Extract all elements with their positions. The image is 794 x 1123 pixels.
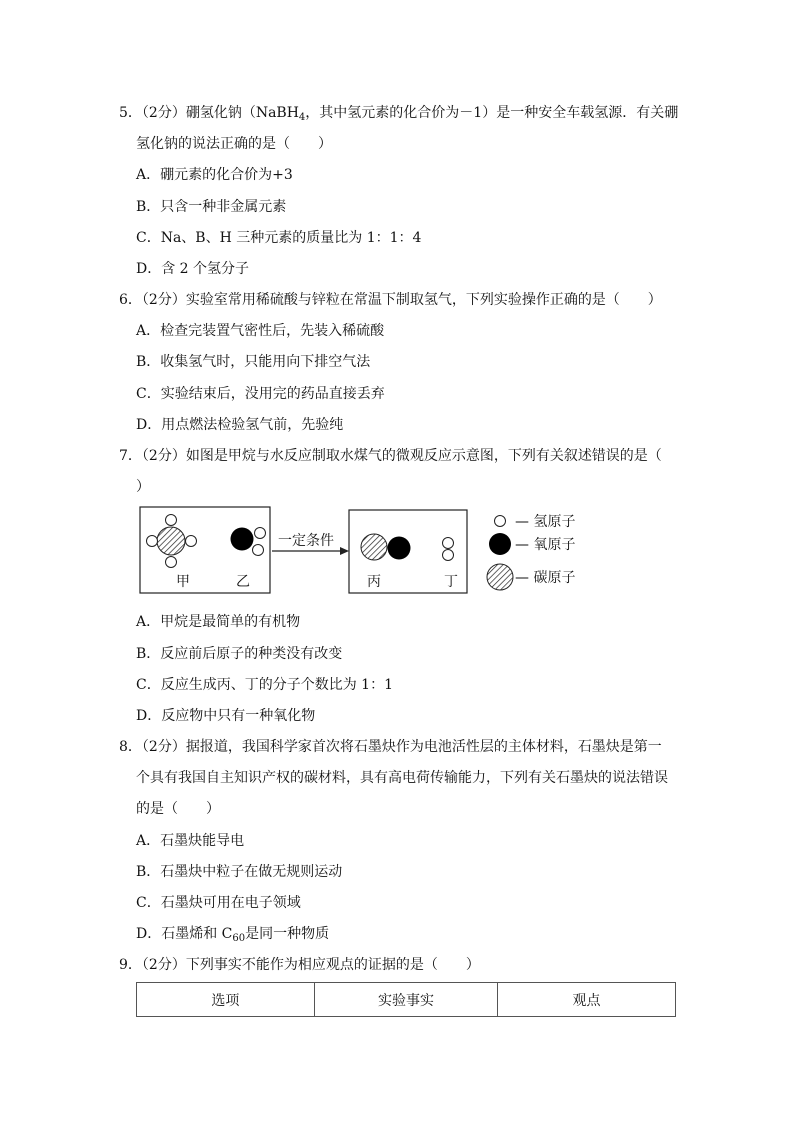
q6-option-d: D．用点燃法检验氢气前，先验纯 xyxy=(136,417,344,433)
q7-option-a: A．甲烷是最简单的有机物 xyxy=(136,614,301,630)
q7-stem-line1: 7．（2分）如图是甲烷与水反应制取水煤气的微观反应示意图，下列有关叙述错误的是（ xyxy=(119,448,662,464)
table-header-row xyxy=(137,983,676,1017)
q5-stem-text-b: ，其中氢元素的化合价为－1）是一种安全车载氢源．有关硼 xyxy=(305,105,679,121)
legend-hydrogen: — 氢原子 xyxy=(515,514,576,530)
table-header-fact: 实验事实 xyxy=(314,983,497,1017)
label-jia: 甲 xyxy=(176,574,190,590)
q8-option-d-text-b: 是同一种物质 xyxy=(245,926,330,942)
water-molecule xyxy=(231,528,266,556)
q8-stem-line2: 个具有我国自主知识产权的碳材料，具有高电荷传输能力，下列有关石墨炔的说法错误 xyxy=(136,770,668,786)
q9-table xyxy=(136,982,676,1017)
q8-option-b: B．石墨炔中粒子在做无规则运动 xyxy=(136,864,343,880)
table-header-option: 选项 xyxy=(137,983,315,1017)
label-bing: 丙 xyxy=(367,574,381,590)
q8-option-d-text-a: D．石墨烯和 C xyxy=(136,926,233,942)
q7-option-b: B．反应前后原子的种类没有改变 xyxy=(136,646,343,662)
q6-stem: 6．（2分）实验室常用稀硫酸与锌粒在常温下制取氢气，下列实验操作正确的是（ ） xyxy=(119,292,662,308)
q6-option-c: C．实验结束后，没用完的药品直接丢弃 xyxy=(136,386,385,402)
legend-hydrogen-icon xyxy=(495,516,506,527)
q5-stem-text-a: 5．（2分）硼氢化钠（NaBH xyxy=(119,105,299,121)
reactant-box xyxy=(140,507,270,593)
q8-option-d xyxy=(136,925,329,948)
q8-option-d-subscript: 60 xyxy=(232,933,246,944)
q8-stem-line1: 8．（2分）据报道，我国科学家首次将石墨炔作为电池活性层的主体材料，石墨炔是第一 xyxy=(119,739,662,755)
legend xyxy=(487,514,575,590)
q8-option-a: A．石墨炔能导电 xyxy=(136,833,245,849)
q5-option-c: C．Na、B、H 三种元素的质量比为 1：1：4 xyxy=(136,230,422,246)
label-yi: 乙 xyxy=(236,574,250,590)
q7-option-d: D．反应物中只有一种氧化物 xyxy=(136,708,316,724)
q8-option-c: C．石墨炔可用在电子领域 xyxy=(136,895,301,911)
q9-stem: 9．（2分）下列事实不能作为相应观点的证据的是（ ） xyxy=(119,957,480,973)
legend-carbon: — 碳原子 xyxy=(515,570,576,586)
legend-oxygen: — 氧原子 xyxy=(515,537,576,553)
q7-option-c: C．反应生成丙、丁的分子个数比为 1：1 xyxy=(136,677,393,693)
q6-option-b: B．收集氢气时，只能用向下排空气法 xyxy=(136,354,371,370)
q5-option-a: A．硼元素的化合价为+3 xyxy=(136,167,293,183)
q5-option-b: B．只含一种非金属元素 xyxy=(136,199,287,215)
q7-stem-line2: ） xyxy=(136,479,150,495)
reaction-diagram xyxy=(138,505,598,601)
reaction-condition: 一定条件 xyxy=(278,533,334,549)
q5-stem-line2: 氢化钠的说法正确的是（ ） xyxy=(136,136,332,152)
legend-carbon-icon xyxy=(487,564,513,590)
h2-molecule xyxy=(443,538,454,561)
co-molecule xyxy=(361,534,411,560)
q6-option-a: A．检查完装置气密性后，先装入稀硫酸 xyxy=(136,323,385,339)
q5-subscript: 4 xyxy=(298,112,306,123)
q5-stem-line1 xyxy=(119,104,678,127)
q5-option-d: D．含 2 个氢分子 xyxy=(136,261,250,277)
methane-molecule xyxy=(147,515,197,568)
legend-oxygen-icon xyxy=(489,533,511,555)
q8-stem-line3: 的是（ ） xyxy=(136,801,220,817)
table-header-view: 观点 xyxy=(498,983,676,1017)
label-ding: 丁 xyxy=(444,574,458,590)
